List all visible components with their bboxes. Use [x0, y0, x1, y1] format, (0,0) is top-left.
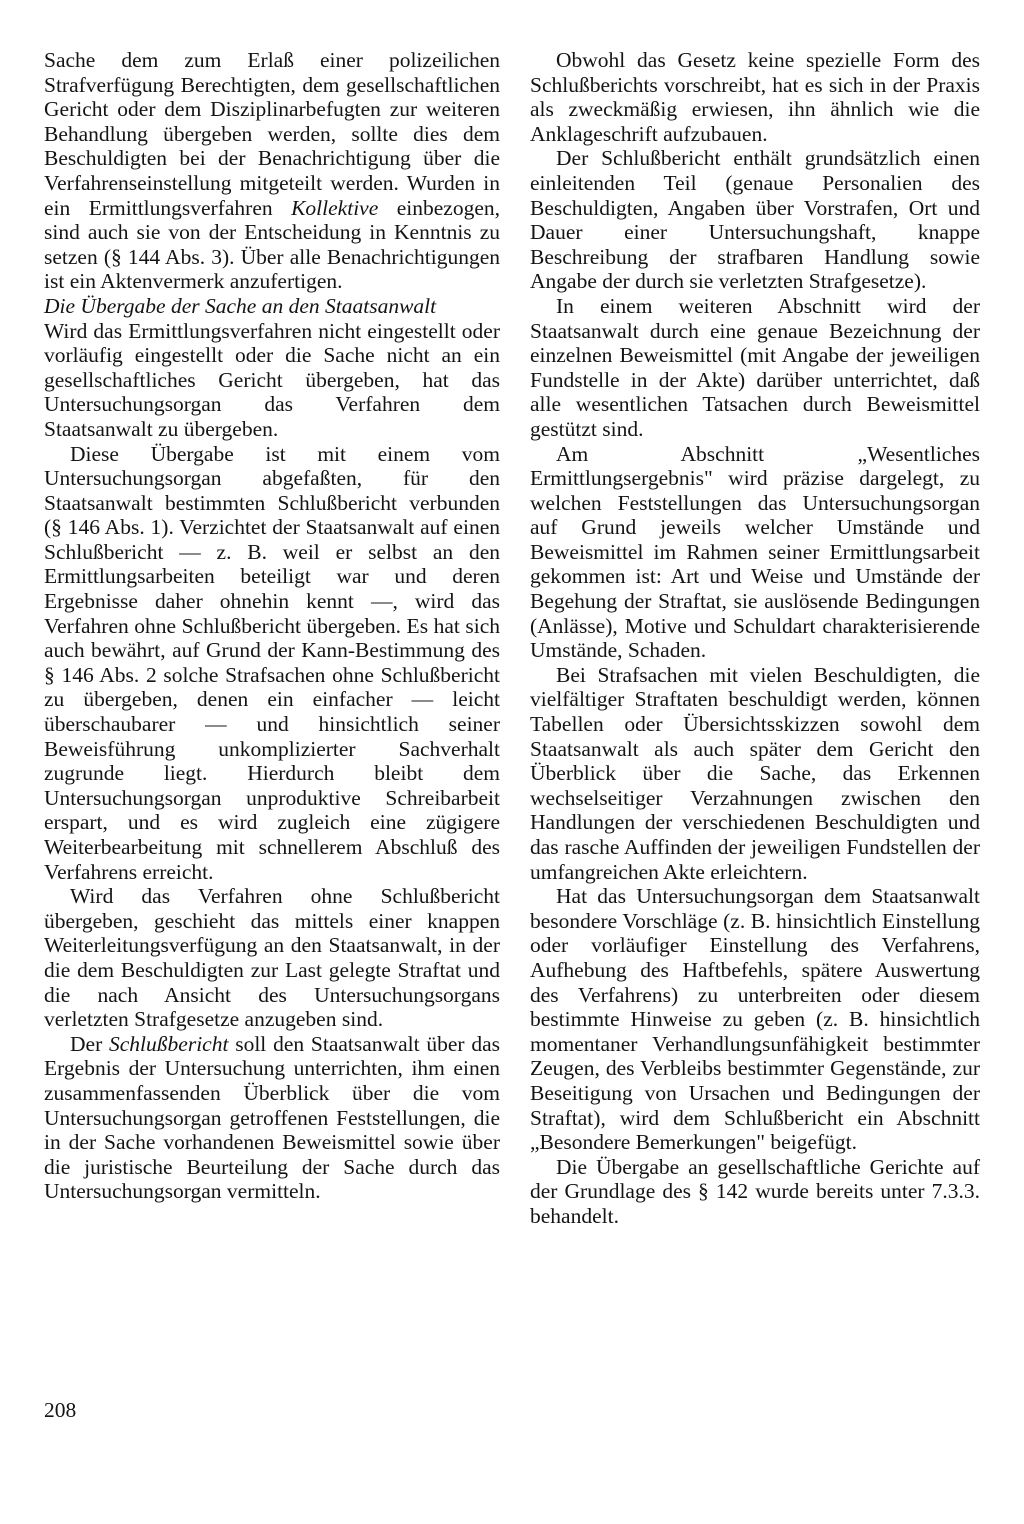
paragraph-text: Der	[70, 1031, 110, 1056]
paragraph: Hat das Untersuchungsorgan dem Staatsanwalt besondere Vorschläge (z. B. hinsichtlich Einstellung oder vorläufiger Einstellung des Verfahrens, Aufhebung des Haftbefehls, spätere Auswertung des Verfahrens) zu unterbreiten oder diesem bestimmte Hinweise zu geben (z. B. hinsichtlich momentaner Verhandlungsunfähigkeit bestimmter Zeugen, des Verbleibs bestimmter Gegenstände, zur Beseitigung von Ursachen und Bedingungen der Straftat), wird dem Schlußbericht ein Abschnitt „Besondere Bemerkungen" beigefügt.	[530, 884, 980, 1155]
paragraph	[44, 48, 500, 294]
paragraph: Bei Strafsachen mit vielen Beschuldigten, die vielfältiger Straftaten beschuldigt werden, können Tabellen oder Übersichtsskizzen sowohl dem Staatsanwalt als auch später dem Gericht den Überblick über die Sache, das Erkennen wechselseitiger Verzahnungen zwischen den Handlungen der verschiedenen Beschuldigten und das rasche Auffinden der jeweiligen Fundstellen der umfangreichen Akte erleichtern.	[530, 662, 980, 884]
right-column	[530, 48, 980, 1229]
left-column	[44, 48, 500, 1204]
paragraph-text: soll den Staatsanwalt über das Ergebnis der Untersuchung unterrichten, ihm einen zusammenfassenden Überblick über die vom Untersuchungsorgan getroffenen Feststellungen, die in der Sache vorhandenen Beweismittel sowie über die juristische Beurteilung der Sache durch das Untersuchungsorgan vermitteln.	[44, 1031, 500, 1204]
paragraph: Die Übergabe an gesellschaftliche Gerichte auf der Grundlage des § 142 wurde bereits unter 7.3.3. behandelt.	[530, 1154, 980, 1228]
paragraph-text: einbezogen, sind auch sie von der Entscheidung in Kenntnis zu setzen (§ 144 Abs. 3). Über alle Benachrichtigungen ist ein Aktenvermerk anzufertigen.	[44, 195, 500, 294]
paragraph: Diese Übergabe ist mit einem vom Untersuchungsorgan abgefaßten, für den Staatsanwalt bestimmten Schlußbericht verbunden (§ 146 Abs. 1). Verzichtet der Staatsanwalt auf einen Schlußbericht — z. B. weil er selbst an den Ermittlungsarbeiten beteiligt war und deren Ergebnisse daher ohnehin kennt —, wird das Verfahren ohne Schlußbericht übergeben. Es hat sich auch bewährt, auf Grund der Kann-Bestimmung des § 146 Abs. 2 solche Strafsachen ohne Schlußbericht zu übergeben, denen ein einfacher — leicht überschaubarer — und hinsichtlich seiner Beweisführung unkomplizierter Sachverhalt zugrunde liegt. Hierdurch bleibt dem Untersuchungsorgan unproduktive Schreibarbeit erspart, und es wird zugleich eine zügigere Weiterbearbeitung mit schnellerem Abschluß des Verfahrens erreicht.	[44, 441, 500, 884]
paragraph: Wird das Verfahren ohne Schlußbericht übergeben, geschieht das mittels einer knappen Weiterleitungsverfügung an den Staatsanwalt, in der die dem Beschuldigten zur Last gelegte Straftat und die nach Ansicht des Untersuchungsorgans verletzten Strafgesetze anzugeben sind.	[44, 884, 500, 1032]
paragraph-text: Sache dem zum Erlaß einer polizeilichen Strafverfügung Berechtigten, dem gesellschaftlichen Gericht oder dem Disziplinarbefugten zur weiteren Behandlung übergeben werden, sollte dies dem Beschuldigten bei der Benachrichtigung über die Verfahrenseinstellung mitgeteilt werden. Wurden in ein Ermittlungsverfahren	[44, 48, 500, 220]
paragraph: In einem weiteren Abschnitt wird der Staatsanwalt durch eine genaue Bezeichnung der einzelnen Beweismittel (mit Angabe der jeweiligen Fundstelle in der Akte) darüber unterrichtet, daß alle wesentlichen Tatsachen durch Beweismittel gestützt sind.	[530, 293, 980, 441]
page-number: 208	[44, 1398, 77, 1422]
paragraph: Der Schlußbericht enthält grundsätzlich einen einleitenden Teil (genaue Personalien des Beschuldigten, Angaben über Vorstrafen, Ort und Dauer einer Untersuchungshaft, knappe Beschreibung der strafbaren Handlung sowie Angabe der durch sie verletzten Strafgesetze).	[530, 146, 980, 294]
section-heading: Die Übergabe der Sache an den Staatsanwalt	[44, 293, 437, 318]
paragraph: Obwohl das Gesetz keine spezielle Form des Schlußberichts vorschreibt, hat es sich in der Praxis als zweckmäßig erwiesen, ihn ähnlich wie die Anklageschrift aufzubauen.	[530, 48, 980, 146]
emphasis-text: Kollektive	[291, 195, 379, 220]
emphasis-text: Schlußbericht	[109, 1031, 229, 1056]
paragraph	[44, 1032, 500, 1204]
paragraph: Wird das Ermittlungsverfahren nicht eingestellt oder vorläufig eingestellt oder die Sache nicht an ein gesellschaftliches Gericht übergeben, hat das Untersuchungsorgan das Verfahren dem Staatsanwalt zu übergeben.	[44, 318, 500, 441]
paragraph: Am Abschnitt „Wesentliches Ermittlungsergebnis" wird präzise dargelegt, zu welchen Feststellungen das Untersuchungsorgan auf Grund jeweils welcher Umstände und Beweismittel im Rahmen seiner Ermittlungsarbeit gekommen ist: Art und Weise und Umstände der Begehung der Straftat, sie auslösende Bedingungen (Anlässe), Motive und Schuldart charakterisierende Umstände, Schaden.	[530, 441, 980, 663]
